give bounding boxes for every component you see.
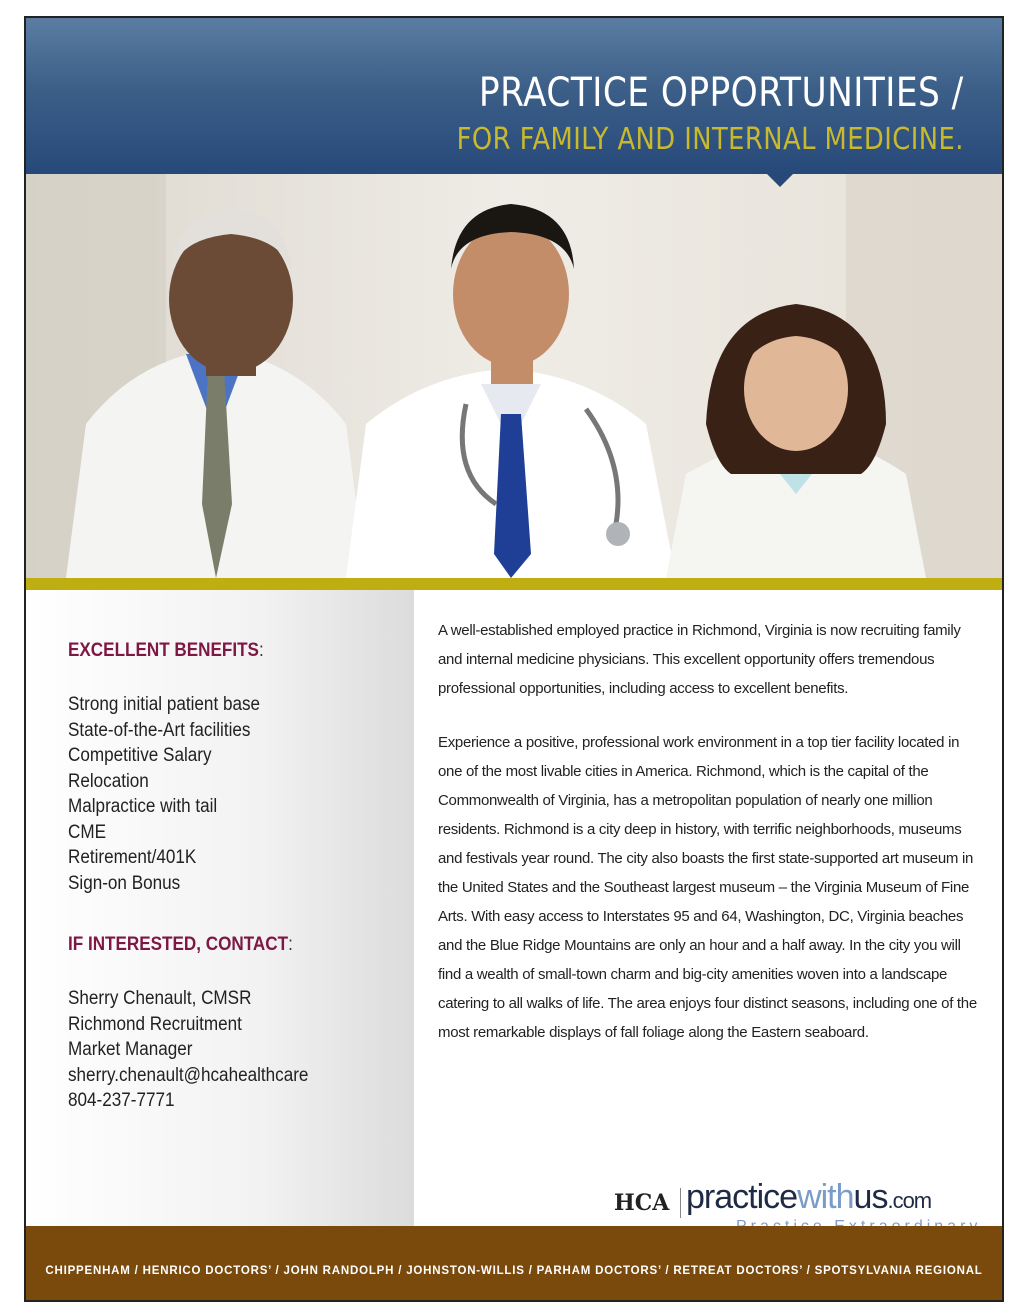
- list-item: Malpractice with tail: [68, 796, 218, 817]
- header-banner: [26, 18, 1002, 174]
- contact-list: [68, 986, 335, 1114]
- benefits-list: [68, 692, 281, 896]
- contact-title: Market Manager: [68, 1039, 193, 1060]
- benefits-heading: EXCELLENT BENEFITS:: [68, 640, 264, 661]
- contact-email[interactable]: sherry.chenault@hcahealthcare: [68, 1064, 309, 1086]
- flyer-page: [24, 16, 1004, 1302]
- list-item: Sign-on Bonus: [68, 872, 181, 894]
- doctors-photo: [26, 174, 1002, 578]
- richmond-paragraph: Experience a positive, professional work environment in a top tier facility located in one of the most livable cities in America. Richmond, which is the capital of the Commonwealth of Virginia, has a metropolitan population of nearly one million residents. Richmond is a city deep in history, with terrific neighborhoods, museums and festivals year round. The city also boasts the first state-supported art museum in the United States and the Southeast largest museum – the Virginia Museum of Fine Arts. With easy access to Interstates 95 and 64, Washington, DC, Virginia beaches and the Blue Ridge Mountains are only an hour and a half away. In the city you will find a wealth of small-town charm and big-city amenities woven into a landscape catering to all walks of life. The area enjoys four distinct seasons, including one of the most remarkable displays of fall foliage along the Eastern seaboard.: [438, 734, 977, 1041]
- logo-separator: [680, 1188, 681, 1218]
- body-text: [438, 616, 978, 1072]
- contact-name: Sherry Chenault, CMSR: [68, 988, 252, 1009]
- practicewithus-logo: practicewithus.com: [686, 1178, 932, 1216]
- list-item: State-of-the-Art facilities: [68, 719, 251, 741]
- footer-bar: [26, 1226, 1002, 1300]
- contact-department: Richmond Recruitment: [68, 1013, 242, 1035]
- hca-logo: HCA: [614, 1190, 670, 1216]
- list-item: CME: [68, 821, 107, 843]
- sidebar-panel: [26, 590, 414, 1226]
- contact-phone[interactable]: 804-237-7771: [68, 1090, 175, 1111]
- page-subtitle: FOR FAMILY AND INTERNAL MEDICINE.: [456, 122, 964, 157]
- list-item: Retirement/401K: [68, 847, 197, 868]
- hospital-list: CHIPPENHAM / HENRICO DOCTORS’ / JOHN RANDOLPH / JOHNSTON-WILLIS / PARHAM DOCTORS’ / RETREAT DOCTORS’ / SPOTSYLVANIA REGIONAL: [45, 1265, 983, 1277]
- contact-heading: IF INTERESTED, CONTACT:: [68, 934, 293, 955]
- list-item: Strong initial patient base: [68, 694, 261, 715]
- list-item: Competitive Salary: [68, 745, 212, 766]
- intro-paragraph: A well-established employed practice in Richmond, Virginia is now recruiting family and internal medicine physicians. This excellent opportunity offers tremendous professional opportunities, including access to excellent benefits.: [438, 622, 961, 697]
- list-item: Relocation: [68, 770, 149, 792]
- page-title: PRACTICE OPPORTUNITIES /: [479, 70, 964, 116]
- banner-notch: [766, 173, 794, 187]
- gold-divider: [26, 578, 1002, 590]
